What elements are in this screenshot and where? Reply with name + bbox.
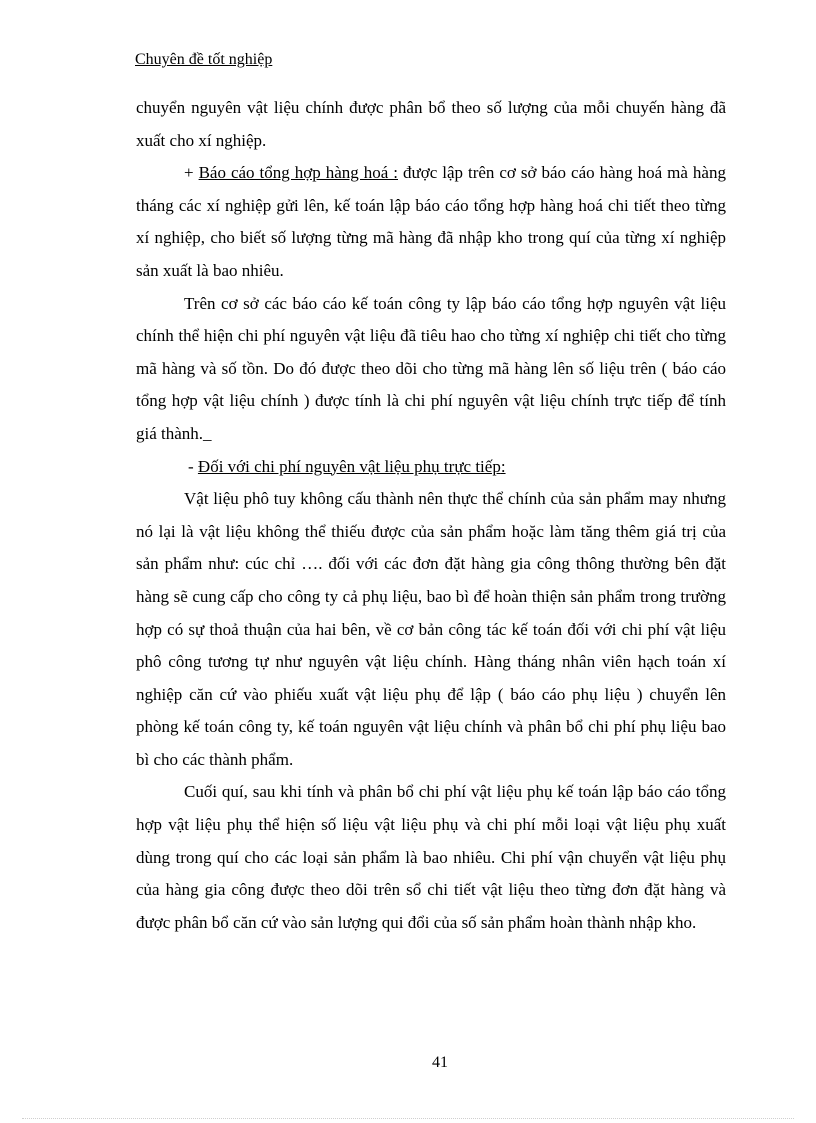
heading-colon: : (500, 456, 506, 476)
section-heading-summary-report: Báo cáo tổng hợp hàng hoá : (198, 163, 398, 183)
section-heading-auxiliary-materials: Đối với chi phí nguyên vật liệu phụ trực tiếp (197, 456, 501, 476)
paragraph-subheading (136, 451, 726, 484)
document-body (136, 92, 726, 939)
page-header-title: Chuyên đề tốt nghiệp (135, 51, 273, 68)
paragraph-company-report: Trên cơ sở các báo cáo kế toán công ty lập báo cáo tổng hợp nguyên vật liệu chính thể hiện chi phí nguyên vật liệu đã tiêu hao cho từng xí nghiệp chi tiết cho từng mã hàng và số tồn. Do đó được theo dõi cho từng mã hàng lên số liệu trên ( báo cáo tổng hợp vật liệu chính ) được tính là chi phí nguyên vật liệu chính trực tiếp để tính giá thành._ (136, 293, 726, 443)
bottom-divider (22, 1118, 794, 1119)
paragraph-text: được lập trên cơ sở báo cáo hàng hoá mà hàng tháng các xí nghiệp gửi lên, kế toán lập báo cáo tổng hợp hàng hoá chi tiết theo từng xí nghiệp, cho biết số lượng từng mã hàng đã nhập kho trong quí của từng xí nghiệp sản xuất là bao nhiêu. (136, 163, 726, 280)
paragraph-continuation: chuyển nguyên vật liệu chính được phân bổ theo số lượng của mỗi chuyến hàng đã xuất cho xí nghiệp. (136, 98, 726, 150)
paragraph-quarter-end: Cuối quí, sau khi tính và phân bổ chi phí vật liệu phụ kế toán lập báo cáo tổng hợp vật liệu phụ thể hiện số liệu vật liệu phụ và chi phí mỗi loại vật liệu phụ xuất dùng trong quí cho các loại sản phẩm là bao nhiêu. Chi phí vận chuyển vật liệu phụ của hàng gia công được theo dõi trên sổ chi tiết vật liệu theo từng đơn đặt hàng và được phân bổ căn cứ vào sản lượng qui đổi của số sản phẩm hoàn thành nhập kho. (136, 782, 726, 932)
bullet-prefix: + (184, 163, 199, 183)
paragraph-auxiliary-materials: Vật liệu phô tuy không cấu thành nên thực thể chính của sản phẩm may nhưng nó lại là vật liệu không thể thiếu được của sản phẩm hoặc làm tăng thêm giá trị của sản phẩm như: cúc chỉ …. đối với các đơn đặt hàng gia công thông thường bên đặt hàng sẽ cung cấp cho công ty cả phụ liệu, bao bì để hoàn thiện sản phẩm trong trường hợp có sự thoả thuận của hai bên, về cơ bản công tác kế toán đối với chi phí vật liệu phô công tương tự như nguyên vật liệu chính. Hàng tháng nhân viên hạch toán xí nghiệp căn cứ vào phiếu xuất vật liệu phụ để lập ( báo cáo phụ liệu ) chuyển lên phòng kế toán công ty, kế toán nguyên vật liệu chính và phân bổ chi phí phụ liệu bao bì cho các thành phẩm. (136, 489, 726, 769)
paragraph-summary-report (136, 157, 726, 287)
dash-prefix: - (188, 456, 198, 476)
page-number: 41 (432, 1054, 448, 1071)
